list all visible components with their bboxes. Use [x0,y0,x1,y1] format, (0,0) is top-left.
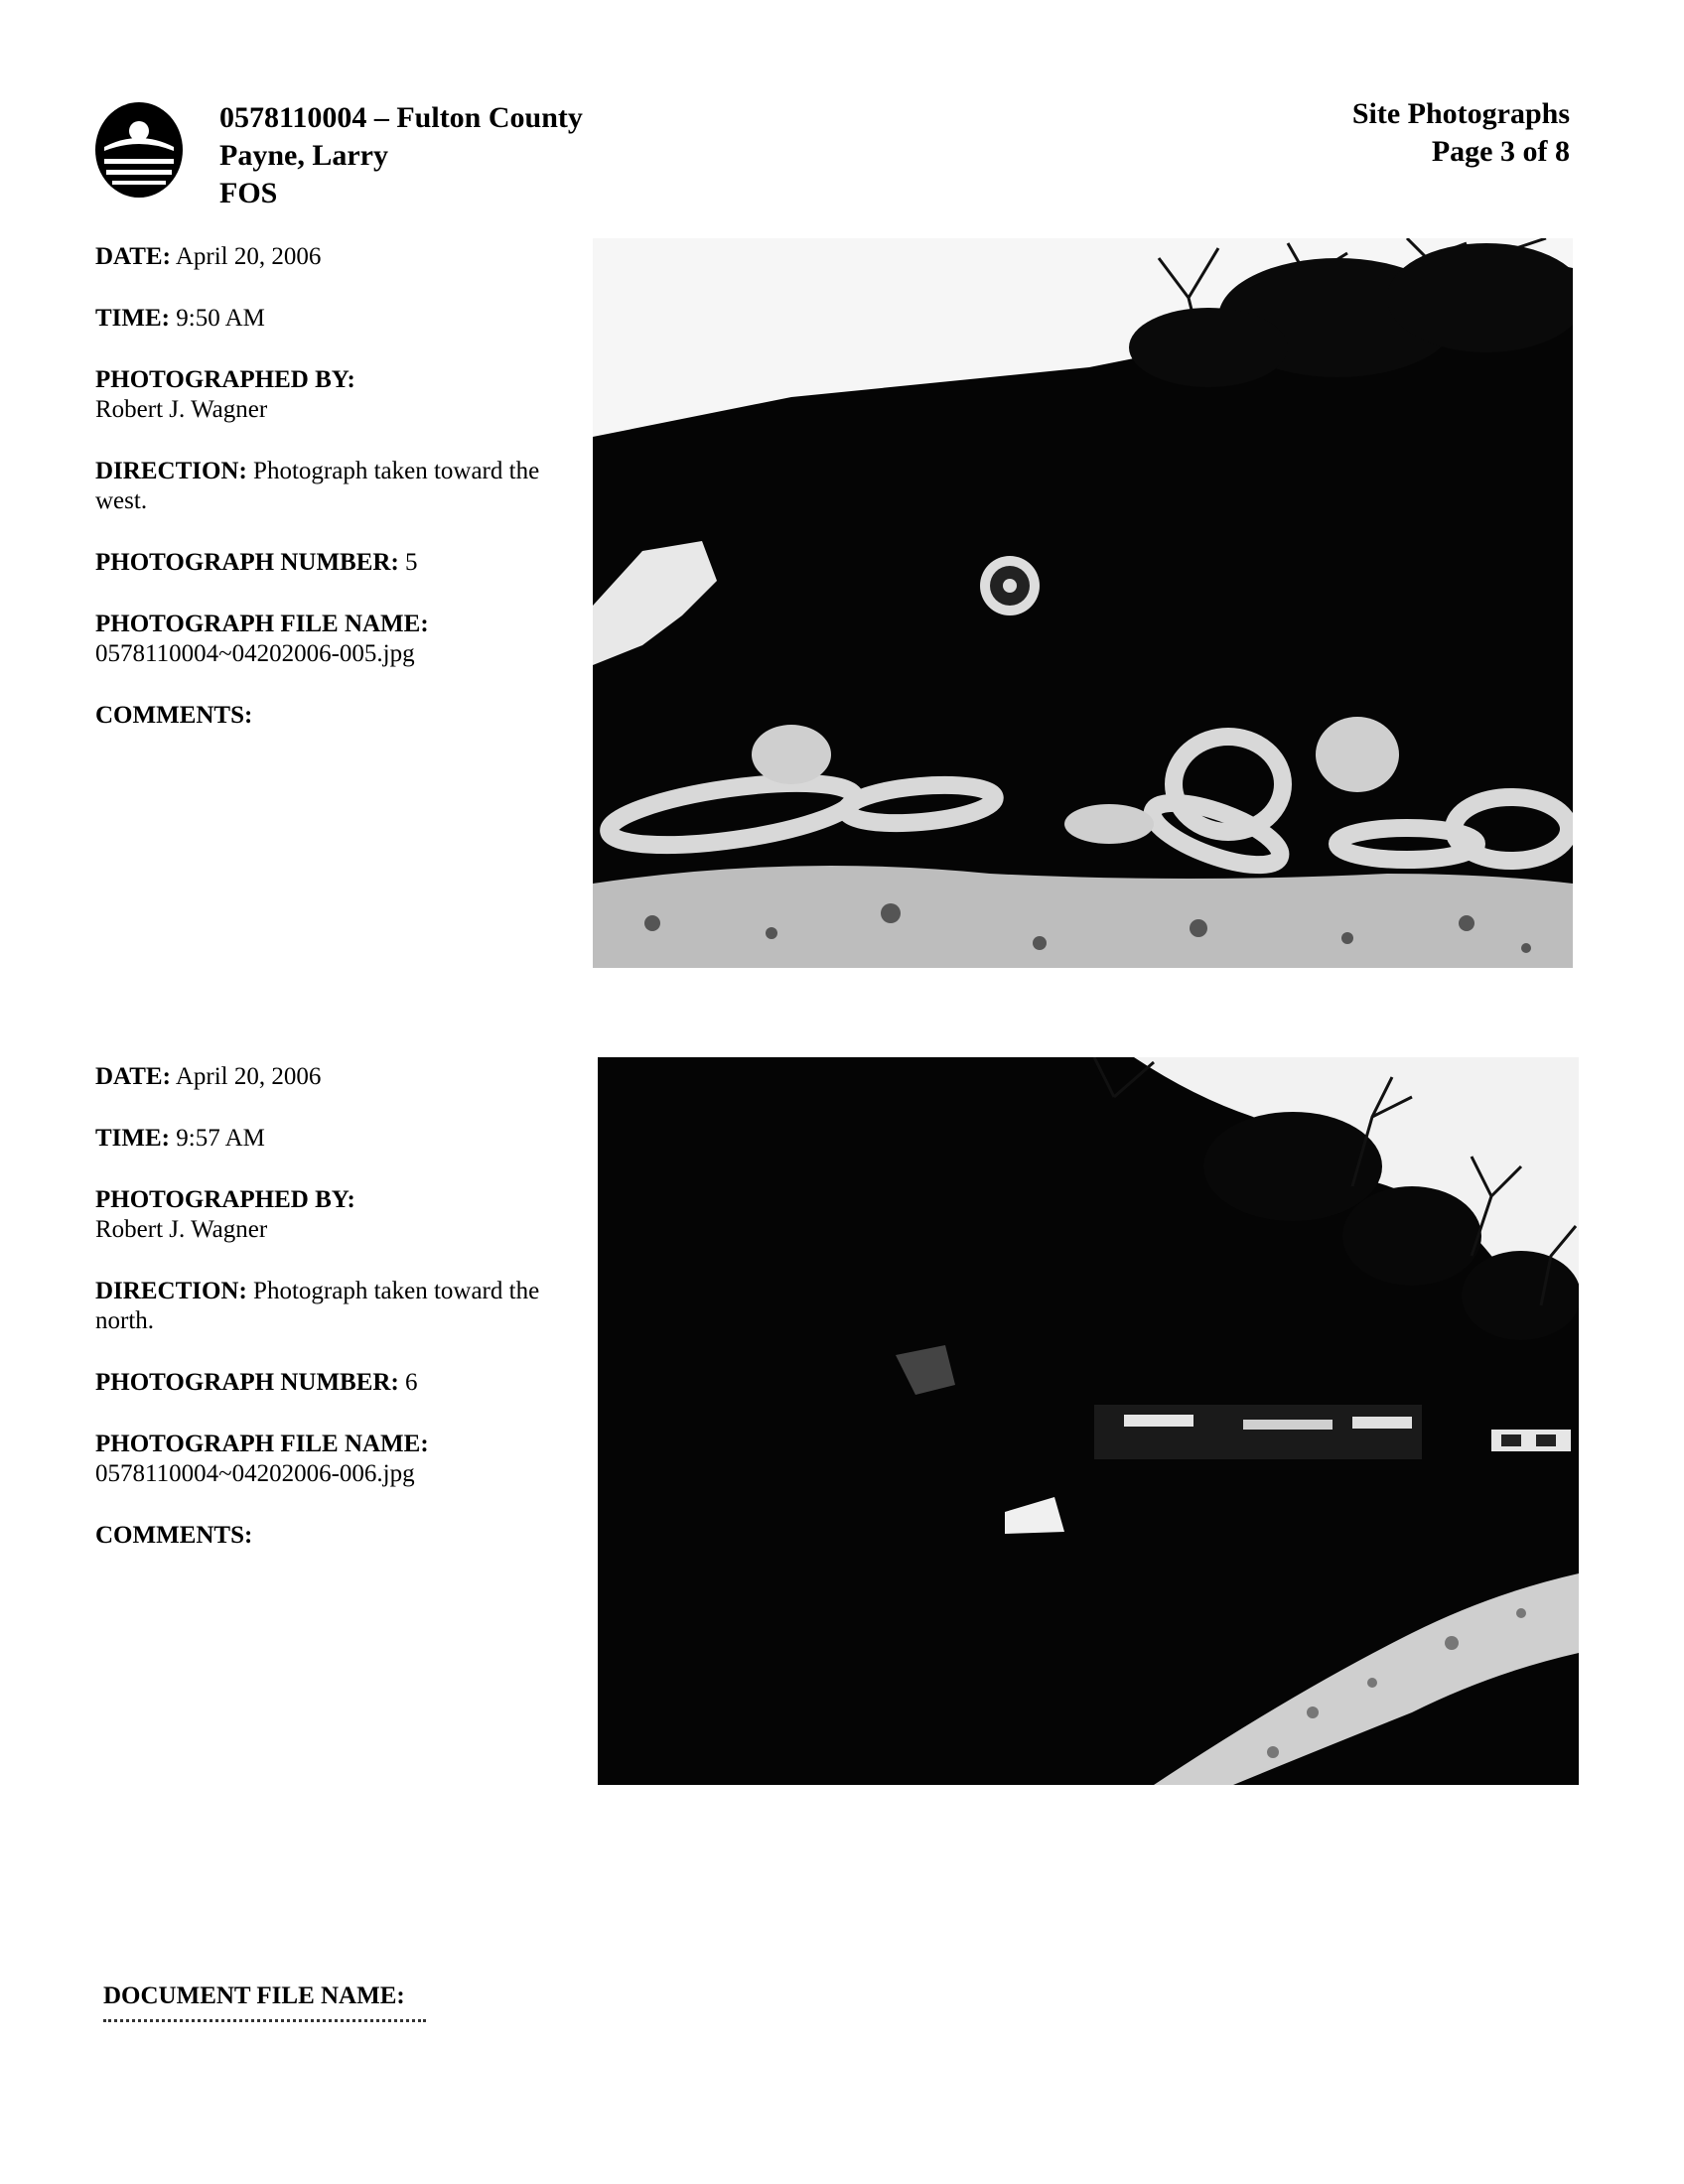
photo-file-label: PHOTOGRAPH FILE NAME: [95,1431,429,1457]
date-row [95,242,572,272]
photo-number-row [95,548,572,578]
site-photo-6 [598,1057,1579,1785]
time-label: TIME: [95,1125,170,1152]
photo-file-value: 0578110004~04202006-005.jpg [95,640,415,667]
comments-row [95,701,572,731]
time-value: 9:57 AM [176,1125,265,1152]
photo-file-row [95,610,572,669]
cut-off-text-line [103,2019,426,2026]
photo-file-label: PHOTOGRAPH FILE NAME: [95,611,429,637]
photo-number-label: PHOTOGRAPH NUMBER: [95,1369,399,1396]
photographer-row [95,1185,572,1245]
site-photo-5 [593,238,1573,968]
photo-5-metadata [95,242,572,762]
photographer-value: Robert J. Wagner [95,396,268,423]
direction-value: Photograph taken toward the north. [95,1278,540,1334]
page-number: Page 3 of 8 [1431,135,1570,168]
page-title: Site Photographs [1351,97,1570,130]
direction-row [95,1277,572,1336]
time-value: 9:50 AM [176,305,265,332]
photographer-value: Robert J. Wagner [95,1216,268,1243]
site-program: FOS [219,177,278,209]
page-header [1352,95,1570,171]
comments-label: COMMENTS: [95,702,253,729]
comments-label: COMMENTS: [95,1522,253,1549]
time-row [95,1124,572,1154]
photo-file-row [95,1430,572,1489]
site-header [219,99,583,212]
document-file-name-label: DOCUMENT FILE NAME: [103,1982,405,2009]
photographer-label: PHOTOGRAPHED BY: [95,366,355,393]
photographer-label: PHOTOGRAPHED BY: [95,1186,355,1213]
photo-number-row [95,1368,572,1398]
site-id-county: 0578110004 – Fulton County [219,101,583,134]
time-row [95,304,572,334]
date-row [95,1062,572,1092]
direction-label: DIRECTION: [95,1278,247,1304]
direction-value: Photograph taken toward the west. [95,458,540,514]
site-owner: Payne, Larry [219,139,388,172]
comments-row [95,1521,572,1551]
direction-label: DIRECTION: [95,458,247,484]
date-label: DATE: [95,1063,171,1090]
photo-number-value: 6 [405,1369,418,1396]
agency-logo [94,101,184,199]
date-value: April 20, 2006 [175,1063,322,1090]
photo-number-value: 5 [405,549,418,576]
photographer-row [95,365,572,425]
time-label: TIME: [95,305,170,332]
date-value: April 20, 2006 [175,243,322,270]
photo-number-label: PHOTOGRAPH NUMBER: [95,549,399,576]
date-label: DATE: [95,243,171,270]
photo-6-metadata [95,1062,572,1582]
direction-row [95,457,572,516]
photo-file-value: 0578110004~04202006-006.jpg [95,1460,415,1487]
